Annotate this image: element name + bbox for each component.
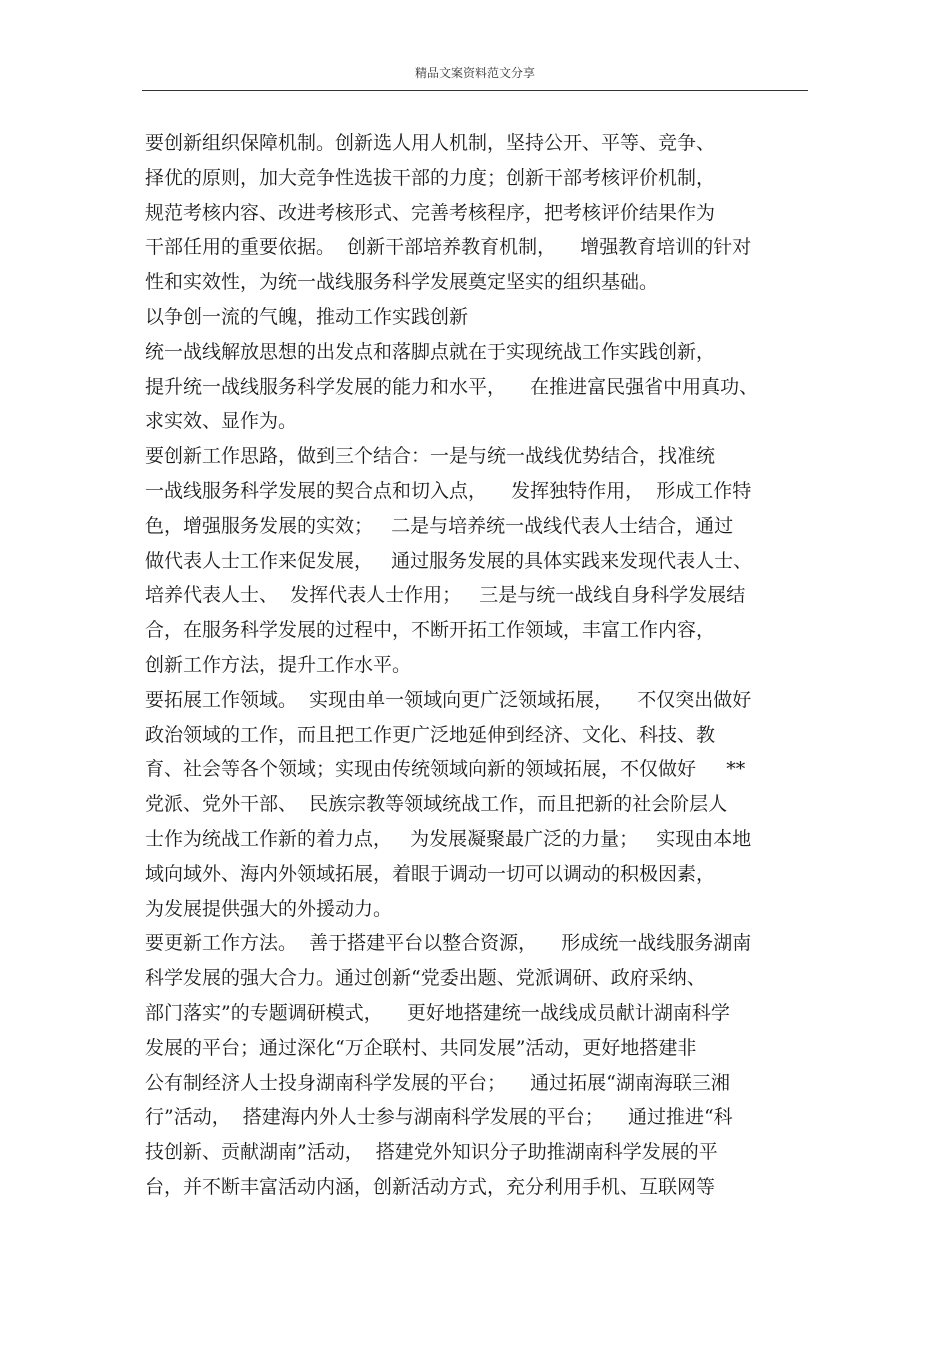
text-line: 提升统一战线服务科学发展的能力和水平， 在推进富民强省中用真功、 [145, 375, 759, 398]
text-line: 士作为统战工作新的着力点， 为发展凝聚最广泛的力量； 实现由本地 [145, 827, 752, 850]
text-line: 择优的原则，加大竞争性选拔干部的力度；创新干部考核评价机制， [145, 166, 716, 189]
text-line: 行”活动， 搭建海内外人士参与湖南科学发展的平台； 通过推进“科 [145, 1106, 733, 1129]
section-heading: 以争创一流的气魄，推动工作实践创新 [145, 305, 469, 328]
text-line: 合，在服务科学发展的过程中，不断开拓工作领域，丰富工作内容， [145, 619, 716, 642]
text-line: 一战线服务科学发展的契合点和切入点， 发挥独特作用， 形成工作特 [145, 479, 752, 502]
text-line: 创新工作方法，提升工作水平。 [145, 653, 412, 676]
text-line: 为发展提供强大的外援动力。 [145, 897, 393, 920]
text-line: 要创新工作思路，做到三个结合：一是与统一战线优势结合，找准统 [145, 445, 716, 468]
text-line: 政治领域的工作，而且把工作更广泛地延伸到经济、文化、科技、教 [145, 723, 716, 746]
text-line: 发展的平台；通过深化“万企联村、共同发展”活动，更好地搭建非 [145, 1036, 697, 1059]
text-line: 统一战线解放思想的出发点和落脚点就在于实现统战工作实践创新， [145, 340, 716, 363]
text-line: 要更新工作方法。 善于搭建平台以整合资源， 形成统一战线服务湖南 [145, 932, 752, 955]
text-line: 要拓展工作领域。 实现由单一领域向更广泛领域拓展， 不仅突出做好 [145, 688, 752, 711]
page-header: 精品文案资料范文分享 [414, 66, 535, 80]
text-line: 培养代表人士、 发挥代表人士作用； 三是与统一战线自身科学发展结 [145, 584, 746, 607]
text-line: 党派、党外干部、 民族宗教等领域统战工作，而且把新的社会阶层人 [145, 793, 728, 816]
text-line: 规范考核内容、改进考核形式、完善考核程序，把考核评价结果作为 [145, 201, 716, 224]
header-divider [142, 90, 808, 91]
text-line: 性和实效性，为统一战线服务科学发展奠定坚实的组织基础。 [145, 271, 659, 294]
text-line: 育、社会等各个领域；实现由传统领域向新的领域拓展，不仅做好 ** [145, 758, 746, 781]
document-body [145, 126, 815, 1205]
text-line: 台，并不断丰富活动内涵，创新活动方式，充分利用手机、互联网等 [145, 1175, 716, 1198]
text-line: 要创新组织保障机制。创新选人用人机制，坚持公开、平等、竞争、 [145, 132, 716, 154]
text-line: 科学发展的强大合力。通过创新“党委出题、党派调研、政府采纳、 [145, 967, 706, 990]
text-line: 公有制经济人士投身湖南科学发展的平台； 通过拓展“湖南海联三湘 [145, 1071, 730, 1094]
text-line: 部门落实”的专题调研模式， 更好地搭建统一战线成员献计湖南科学 [145, 1001, 730, 1024]
text-line: 技创新、贡献湖南”活动， 搭建党外知识分子助推湖南科学发展的平 [145, 1141, 718, 1164]
text-line: 域向域外、海内外领域拓展，着眼于调动一切可以调动的积极因素， [145, 862, 716, 885]
text-line: 色，增强服务发展的实效； 二是与培养统一战线代表人士结合，通过 [145, 514, 734, 537]
text-line: 干部任用的重要依据。 创新干部培养教育机制， 增强教育培训的针对 [145, 236, 752, 259]
text-line: 求实效、显作为。 [145, 410, 298, 433]
text-line: 做代表人士工作来促发展， 通过服务发展的具体实践来发现代表人士、 [145, 549, 753, 572]
